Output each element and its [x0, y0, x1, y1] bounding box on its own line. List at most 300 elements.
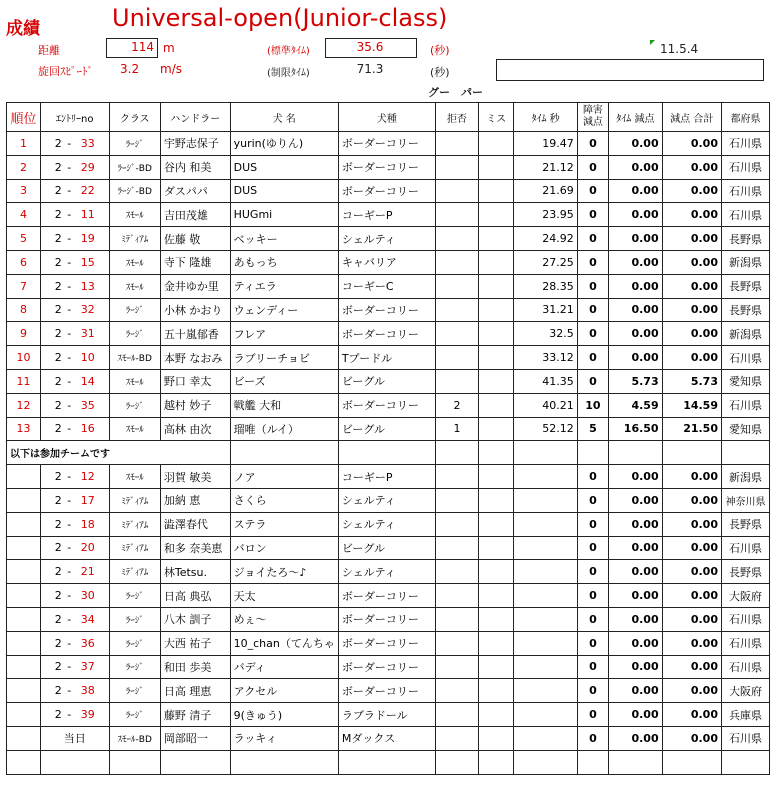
prefecture-cell: 新潟県 — [721, 465, 769, 489]
class-cell: ﾗｰｼﾞ — [109, 655, 160, 679]
class-cell: ｽﾓｰﾙ — [109, 417, 160, 441]
handler-cell: 本野 なおみ — [160, 346, 230, 370]
time-penalty-cell: 0.00 — [609, 679, 662, 703]
participants-label: 以下は参加チームです — [7, 441, 231, 465]
class-cell: ﾗｰｼﾞ — [109, 679, 160, 703]
time-penalty-cell: 0.00 — [609, 132, 662, 156]
time-cell: 23.95 — [514, 203, 577, 227]
std-time-label: (標準ﾀｲﾑ) — [267, 46, 310, 57]
table-row — [7, 346, 770, 370]
entry-group: 2 — [54, 589, 62, 603]
empty-cell — [662, 441, 721, 465]
time-penalty-cell: 0.00 — [609, 560, 662, 584]
entry-cell — [40, 417, 109, 441]
breed-cell: ラブラドール — [338, 703, 435, 727]
time-cell: 32.5 — [514, 322, 577, 346]
total-penalty-cell: 0.00 — [662, 465, 721, 489]
time-cell — [514, 679, 577, 703]
prefecture-cell: 石川県 — [721, 132, 769, 156]
entry-cell — [40, 679, 109, 703]
col-prefecture: 都府県 — [721, 103, 769, 132]
empty-cell — [514, 750, 577, 774]
entry-cell — [40, 274, 109, 298]
total-penalty-cell: 0.00 — [662, 346, 721, 370]
entry-number: 29 — [80, 160, 95, 174]
entry-group: 2 — [54, 708, 62, 722]
class-cell: ｽﾓｰﾙ — [109, 274, 160, 298]
dog-name-cell: ラブリーチョビ — [230, 346, 338, 370]
entry-group: 2 — [54, 565, 62, 579]
entry-number: 16 — [80, 422, 95, 436]
rank-cell: 12 — [7, 393, 41, 417]
rank-cell — [7, 536, 41, 560]
rank-cell: 9 — [7, 322, 41, 346]
prefecture-cell: 石川県 — [721, 155, 769, 179]
obstacle-penalty-cell: 0 — [577, 179, 608, 203]
time-penalty-cell: 0.00 — [609, 227, 662, 251]
prefecture-cell: 愛知県 — [721, 369, 769, 393]
table-row — [7, 560, 770, 584]
empty-cell — [435, 750, 478, 774]
handler-cell: 谷内 和美 — [160, 155, 230, 179]
col-obstacle-penalty: 障害減点 — [577, 103, 608, 132]
page-title: Universal-open(Junior-class) — [112, 4, 448, 32]
refusal-cell — [435, 536, 478, 560]
time-penalty-cell: 0.00 — [609, 584, 662, 608]
distance-unit: m — [163, 41, 175, 55]
refusal-cell — [435, 322, 478, 346]
breed-cell: ボーダーコリー — [338, 655, 435, 679]
rank-cell: 8 — [7, 298, 41, 322]
refusal-cell — [435, 155, 478, 179]
obstacle-penalty-cell: 0 — [577, 322, 608, 346]
empty-cell — [478, 441, 513, 465]
rank-cell — [7, 607, 41, 631]
col-class: クラス — [109, 103, 160, 132]
refusal-cell — [435, 250, 478, 274]
table-row — [7, 703, 770, 727]
distance-label: 距離 — [38, 44, 60, 57]
dog-name-cell: バロン — [230, 536, 338, 560]
prefecture-cell: 兵庫県 — [721, 703, 769, 727]
handler-cell: 林Tetsu. — [160, 560, 230, 584]
breed-cell: ボーダーコリー — [338, 631, 435, 655]
total-penalty-cell: 0.00 — [662, 584, 721, 608]
entry-dash: - — [63, 565, 75, 579]
class-cell: ﾗｰｼﾞ — [109, 631, 160, 655]
time-cell: 21.69 — [514, 179, 577, 203]
handler-cell: 澁澤春代 — [160, 512, 230, 536]
obstacle-penalty-cell: 0 — [577, 298, 608, 322]
prefecture-cell: 石川県 — [721, 726, 769, 750]
miss-cell — [478, 393, 513, 417]
entry-cell — [40, 227, 109, 251]
prefecture-cell: 長野県 — [721, 298, 769, 322]
time-cell — [514, 584, 577, 608]
empty-cell — [609, 441, 662, 465]
refusal-cell — [435, 607, 478, 631]
handler-cell: 岡部昭一 — [160, 726, 230, 750]
entry-number: 34 — [80, 612, 95, 626]
entry-dash: - — [63, 684, 75, 698]
table-row — [7, 679, 770, 703]
obstacle-penalty-cell: 0 — [577, 703, 608, 727]
breed-cell: シェルティ — [338, 227, 435, 251]
rank-cell — [7, 631, 41, 655]
obstacle-penalty-cell: 0 — [577, 679, 608, 703]
class-cell: ｽﾓｰﾙ — [109, 369, 160, 393]
breed-cell: ボーダーコリー — [338, 322, 435, 346]
time-penalty-cell: 0.00 — [609, 726, 662, 750]
rank-cell: 3 — [7, 179, 41, 203]
entry-number: 22 — [80, 184, 95, 198]
time-penalty-cell: 0.00 — [609, 298, 662, 322]
total-penalty-cell: 21.50 — [662, 417, 721, 441]
entry-cell — [40, 322, 109, 346]
time-penalty-cell: 0.00 — [609, 512, 662, 536]
entry-dash: - — [63, 351, 75, 365]
col-entry: ｴﾝﾄﾘｰno — [40, 103, 109, 132]
class-cell: ﾗｰｼﾞ — [109, 322, 160, 346]
miss-cell — [478, 155, 513, 179]
breed-cell: ボーダーコリー — [338, 607, 435, 631]
miss-cell — [478, 726, 513, 750]
rank-cell: 4 — [7, 203, 41, 227]
total-penalty-cell: 0.00 — [662, 607, 721, 631]
rank-cell: 13 — [7, 417, 41, 441]
refusal-cell — [435, 203, 478, 227]
time-penalty-cell: 0.00 — [609, 655, 662, 679]
empty-cell — [7, 750, 41, 774]
class-cell: ﾐﾃﾞｨｱﾑ — [109, 512, 160, 536]
entry-dash: - — [63, 327, 75, 341]
col-time: ﾀｲﾑ 秒 — [514, 103, 577, 132]
entry-dash: - — [63, 708, 75, 722]
dog-name-cell: yurin(ゆりん) — [230, 132, 338, 156]
col-refusal: 拒否 — [435, 103, 478, 132]
time-cell: 21.12 — [514, 155, 577, 179]
time-penalty-cell: 0.00 — [609, 203, 662, 227]
table-row — [7, 322, 770, 346]
breed-cell: ボーダーコリー — [338, 179, 435, 203]
table-row — [7, 512, 770, 536]
miss-cell — [478, 274, 513, 298]
entry-number: 15 — [80, 255, 95, 269]
entry-number: 20 — [80, 541, 95, 555]
empty-cell — [514, 441, 577, 465]
miss-cell — [478, 655, 513, 679]
rank-cell — [7, 726, 41, 750]
group-label: グー パー — [428, 86, 483, 99]
prefecture-cell: 長野県 — [721, 274, 769, 298]
miss-cell — [478, 346, 513, 370]
entry-number: 33 — [80, 136, 95, 150]
miss-cell — [478, 631, 513, 655]
entry-number: 21 — [80, 565, 95, 579]
total-penalty-cell: 0.00 — [662, 655, 721, 679]
entry-cell — [40, 512, 109, 536]
class-cell: ﾐﾃﾞｨｱﾑ — [109, 488, 160, 512]
dog-name-cell: 10_chan（てんちゃ — [230, 631, 338, 655]
results-table — [6, 102, 770, 775]
header-row — [7, 103, 770, 132]
entry-group: 2 — [54, 351, 62, 365]
table-row — [7, 726, 770, 750]
entry-cell — [40, 488, 109, 512]
rank-cell — [7, 584, 41, 608]
dog-name-cell: ノア — [230, 465, 338, 489]
table-row — [7, 488, 770, 512]
time-penalty-cell: 0.00 — [609, 465, 662, 489]
handler-cell: 大西 祐子 — [160, 631, 230, 655]
entry-dash: - — [63, 255, 75, 269]
class-cell: ﾗｰｼﾞ-BD — [109, 179, 160, 203]
time-penalty-cell: 0.00 — [609, 274, 662, 298]
entry-dash: - — [63, 541, 75, 555]
time-cell: 24.92 — [514, 227, 577, 251]
distance-value: 114 — [131, 40, 154, 54]
col-total-penalty: 減点 合計 — [662, 103, 721, 132]
time-penalty-cell: 0.00 — [609, 536, 662, 560]
entry-group: 2 — [54, 160, 62, 174]
table-row — [7, 631, 770, 655]
time-cell: 31.21 — [514, 298, 577, 322]
entry-cell — [40, 703, 109, 727]
table-row — [7, 536, 770, 560]
col-handler: ハンドラー — [160, 103, 230, 132]
entry-group: 2 — [54, 493, 62, 507]
entry-number: 11 — [80, 208, 95, 222]
time-penalty-cell: 16.50 — [609, 417, 662, 441]
table-row — [7, 298, 770, 322]
total-penalty-cell: 0.00 — [662, 560, 721, 584]
class-cell: ﾗｰｼﾞ — [109, 132, 160, 156]
rank-cell — [7, 560, 41, 584]
time-penalty-cell: 0.00 — [609, 488, 662, 512]
entry-cell — [40, 536, 109, 560]
refusal-cell: 1 — [435, 417, 478, 441]
entry-cell — [40, 203, 109, 227]
breed-cell: ボーダーコリー — [338, 155, 435, 179]
handler-cell: 越村 妙子 — [160, 393, 230, 417]
empty-cell — [478, 750, 513, 774]
time-penalty-cell: 0.00 — [609, 607, 662, 631]
entry-group: 2 — [54, 541, 62, 555]
entry-number: 31 — [80, 327, 95, 341]
total-penalty-cell: 0.00 — [662, 179, 721, 203]
total-penalty-cell: 0.00 — [662, 227, 721, 251]
breed-cell: コーギーP — [338, 203, 435, 227]
entry-group: 2 — [54, 636, 62, 650]
rank-cell — [7, 655, 41, 679]
class-cell: ﾗｰｼﾞ — [109, 607, 160, 631]
table-row — [7, 393, 770, 417]
entry-dash: - — [63, 160, 75, 174]
class-cell: ﾐﾃﾞｨｱﾑ — [109, 536, 160, 560]
entry-dash: - — [63, 136, 75, 150]
miss-cell — [478, 560, 513, 584]
entry-dash: - — [63, 660, 75, 674]
entry-dash: - — [63, 232, 75, 246]
time-cell: 33.12 — [514, 346, 577, 370]
rank-cell — [7, 512, 41, 536]
handler-cell: 日高 理恵 — [160, 679, 230, 703]
prefecture-cell: 石川県 — [721, 203, 769, 227]
total-penalty-cell: 0.00 — [662, 488, 721, 512]
rank-cell: 7 — [7, 274, 41, 298]
obstacle-penalty-cell: 0 — [577, 250, 608, 274]
miss-cell — [478, 703, 513, 727]
refusal-cell — [435, 512, 478, 536]
rank-cell: 1 — [7, 132, 41, 156]
total-penalty-cell: 0.00 — [662, 203, 721, 227]
breed-cell: ビーグル — [338, 417, 435, 441]
table-row — [7, 250, 770, 274]
dog-name-cell: あもっち — [230, 250, 338, 274]
entry-number: 19 — [80, 232, 95, 246]
entry-cell: 当日 — [40, 726, 109, 750]
rank-cell: 5 — [7, 227, 41, 251]
dog-name-cell: フレア — [230, 322, 338, 346]
breed-cell: コーギーP — [338, 465, 435, 489]
breed-cell: ボーダーコリー — [338, 132, 435, 156]
dog-name-cell: ベッキー — [230, 227, 338, 251]
entry-number: 37 — [80, 660, 95, 674]
class-cell: ｽﾓｰﾙ-BD — [109, 726, 160, 750]
obstacle-penalty-cell: 0 — [577, 512, 608, 536]
handler-cell: 吉田茂雄 — [160, 203, 230, 227]
miss-cell — [478, 417, 513, 441]
col-miss: ミス — [478, 103, 513, 132]
breed-cell: ボーダーコリー — [338, 584, 435, 608]
dog-name-cell: ジョイたろ～♪ — [230, 560, 338, 584]
total-penalty-cell: 0.00 — [662, 703, 721, 727]
dog-name-cell: ステラ — [230, 512, 338, 536]
entry-group: 2 — [54, 208, 62, 222]
limit-time-value: 71.3 — [356, 62, 384, 76]
miss-cell — [478, 607, 513, 631]
entry-dash: - — [63, 517, 75, 531]
empty-cell — [721, 441, 769, 465]
total-penalty-cell: 0.00 — [662, 631, 721, 655]
empty-cell — [40, 750, 109, 774]
obstacle-penalty-cell: 0 — [577, 132, 608, 156]
obstacle-penalty-cell: 0 — [577, 631, 608, 655]
obstacle-penalty-cell: 0 — [577, 203, 608, 227]
table-row — [7, 227, 770, 251]
refusal-cell — [435, 631, 478, 655]
time-penalty-cell: 4.59 — [609, 393, 662, 417]
total-penalty-cell: 0.00 — [662, 274, 721, 298]
entry-group: 2 — [54, 660, 62, 674]
handler-cell: 寺下 隆雄 — [160, 250, 230, 274]
refusal-cell — [435, 584, 478, 608]
dog-name-cell: さくら — [230, 488, 338, 512]
time-cell — [514, 512, 577, 536]
rank-cell: 10 — [7, 346, 41, 370]
total-penalty-cell: 5.73 — [662, 369, 721, 393]
entry-cell — [40, 393, 109, 417]
entry-number: 35 — [80, 398, 95, 412]
result-label: 成績 — [6, 19, 40, 39]
breed-cell: ボーダーコリー — [338, 393, 435, 417]
handler-cell: 羽賀 敏美 — [160, 465, 230, 489]
time-cell — [514, 726, 577, 750]
entry-group: 2 — [54, 327, 62, 341]
refusal-cell — [435, 227, 478, 251]
handler-cell: 和多 奈美恵 — [160, 536, 230, 560]
time-penalty-cell: 5.73 — [609, 369, 662, 393]
class-cell: ﾗｰｼﾞ-BD — [109, 155, 160, 179]
entry-cell — [40, 655, 109, 679]
miss-cell — [478, 322, 513, 346]
time-cell: 27.25 — [514, 250, 577, 274]
empty-cell — [230, 441, 338, 465]
speed-label: 旋回ｽﾋﾟｰﾄﾞ — [38, 65, 93, 78]
obstacle-penalty-cell: 0 — [577, 655, 608, 679]
total-penalty-cell: 0.00 — [662, 512, 721, 536]
miss-cell — [478, 369, 513, 393]
time-cell — [514, 607, 577, 631]
miss-cell — [478, 132, 513, 156]
empty-cell — [435, 441, 478, 465]
time-cell — [514, 488, 577, 512]
empty-cell — [160, 750, 230, 774]
time-cell — [514, 465, 577, 489]
entry-number: 13 — [80, 279, 95, 293]
entry-group: 2 — [54, 517, 62, 531]
class-cell: ﾐﾃﾞｨｱﾑ — [109, 560, 160, 584]
refusal-cell — [435, 369, 478, 393]
std-time-value: 35.6 — [356, 40, 384, 54]
table-row — [7, 179, 770, 203]
time-penalty-cell: 0.00 — [609, 322, 662, 346]
obstacle-penalty-cell: 0 — [577, 465, 608, 489]
miss-cell — [478, 179, 513, 203]
breed-cell: シェルティ — [338, 512, 435, 536]
miss-cell — [478, 679, 513, 703]
limit-time-unit: (秒) — [430, 66, 450, 79]
total-penalty-cell: 0.00 — [662, 250, 721, 274]
breed-cell: ビーグル — [338, 369, 435, 393]
time-cell: 40.21 — [514, 393, 577, 417]
empty-cell — [721, 750, 769, 774]
section-label-row — [7, 441, 770, 465]
class-cell: ｽﾓｰﾙ — [109, 465, 160, 489]
note-box — [496, 59, 764, 81]
entry-group: 2 — [54, 255, 62, 269]
time-cell — [514, 536, 577, 560]
time-cell — [514, 655, 577, 679]
empty-row — [7, 750, 770, 774]
entry-group: 2 — [54, 136, 62, 150]
time-penalty-cell: 0.00 — [609, 346, 662, 370]
entry-group: 2 — [54, 374, 62, 388]
total-penalty-cell: 0.00 — [662, 155, 721, 179]
handler-cell: 藤野 清子 — [160, 703, 230, 727]
obstacle-penalty-cell: 10 — [577, 393, 608, 417]
entry-dash: - — [63, 374, 75, 388]
col-dog-name: 犬 名 — [230, 103, 338, 132]
table-row — [7, 274, 770, 298]
entry-dash: - — [63, 470, 75, 484]
breed-cell: キャバリア — [338, 250, 435, 274]
total-penalty-cell: 0.00 — [662, 536, 721, 560]
class-cell: ｽﾓｰﾙ-BD — [109, 346, 160, 370]
class-cell: ﾗｰｼﾞ — [109, 584, 160, 608]
refusal-cell — [435, 655, 478, 679]
obstacle-penalty-cell: 0 — [577, 607, 608, 631]
